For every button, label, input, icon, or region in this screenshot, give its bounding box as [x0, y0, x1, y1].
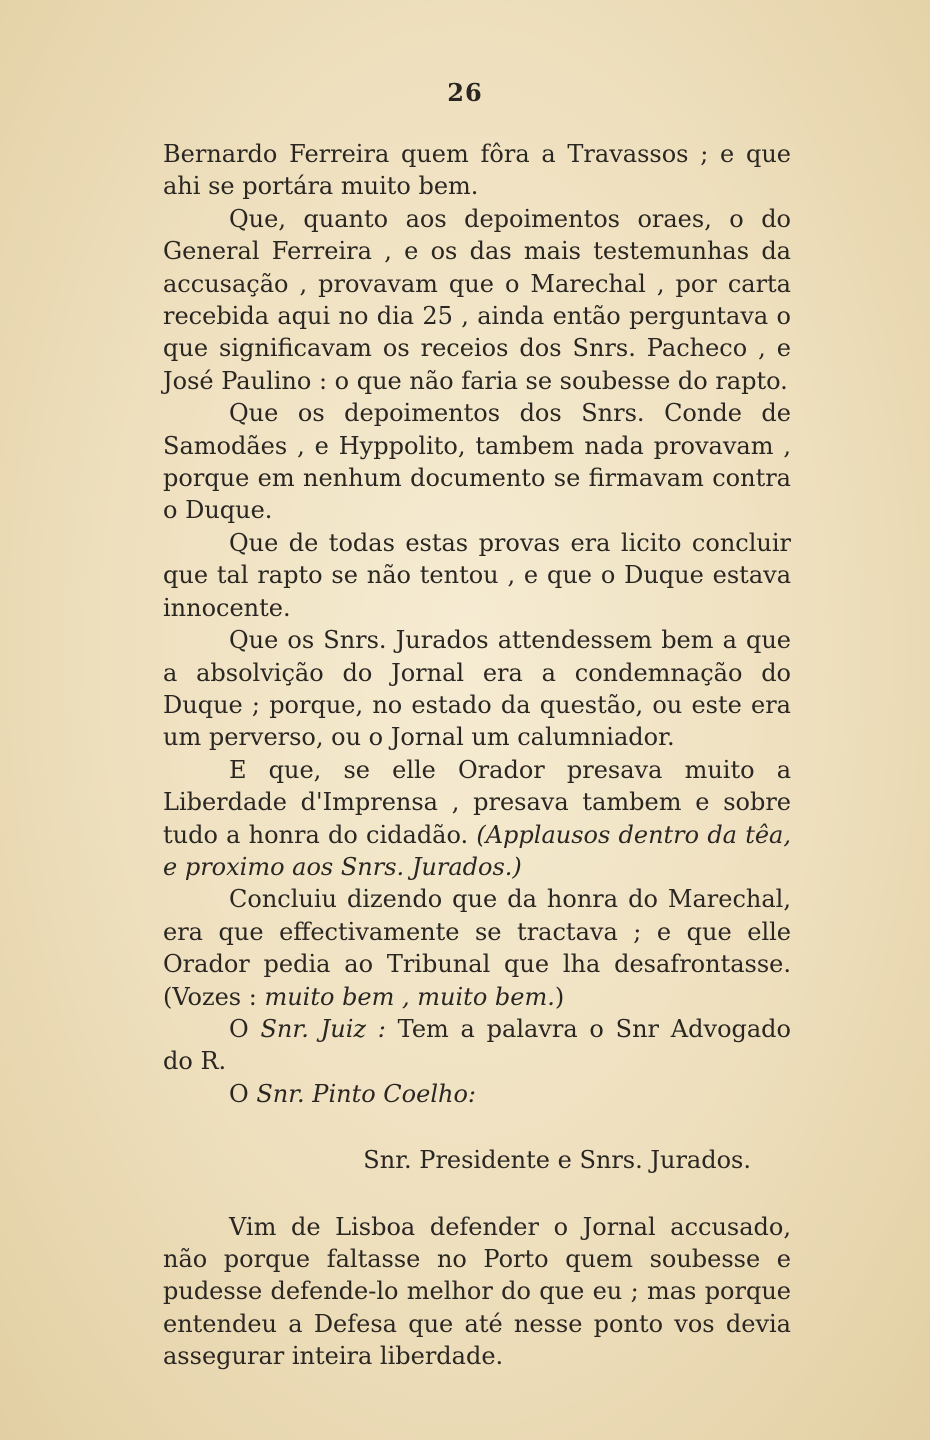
page-number: 26 [447, 78, 483, 107]
text-run: O [229, 1079, 257, 1108]
text-run: ) [554, 982, 565, 1011]
text-run: Que os depoimentos dos Snrs. Conde de Samodães , e Hyppolito, tambem nada provavam , porque em nenhum documento se firmavam contra o Duque. [163, 399, 791, 525]
text-run: E que, se elle Orador presava muito a Liberdade d'Imprensa , presava tambem e sobre tudo a honra do cidadão. [163, 755, 791, 849]
text-run: Vim de Lisboa defender o Jornal accusado, não porque faltasse no Porto quem soubesse e pudesse defende-lo melhor do que eu ; mas porque entendeu a Defesa que até nesse ponto vos devia assegurar inteira liberdade. [163, 1212, 791, 1371]
text-run: Que de todas estas provas era licito concluir que tal rapto se não tentou , e que o Duque estava innocente. [163, 528, 791, 622]
paragraph [163, 138, 791, 203]
text-run: Que, quanto aos depoimentos oraes, o do General Ferreira , e os das mais testemunhas da accusação , provavam que o Marechal , por carta recebida aqui no dia 25 , ainda então perguntava o que significavam os receios dos Snrs. Pacheco , e José Paulino : o que não faria se soubesse do rapto. [163, 204, 791, 395]
text-run: O [229, 1014, 261, 1043]
italic-run: Snr. Juiz : [260, 1014, 386, 1043]
paragraph [163, 624, 791, 754]
text-run: Que os Snrs. Jurados attendessem bem a que a absolvição do Jornal era a condemnação do Duque ; porque, no estado da questão, ou este era um perverso, ou o Jornal um calumniador. [163, 626, 791, 752]
paragraph [163, 397, 791, 527]
text-run: Snr. Presidente e Snrs. Jurados. [363, 1146, 751, 1175]
text-body [163, 138, 791, 1373]
paragraph [163, 1078, 791, 1110]
paragraph [163, 754, 791, 884]
italic-run: muito bem , muito bem. [264, 982, 555, 1011]
text-run: Bernardo Ferreira quem fôra a Travassos ; e que ahi se portára muito bem. [163, 140, 791, 201]
speech-salutation [163, 1144, 791, 1176]
paragraph [163, 1211, 791, 1373]
paragraph [163, 203, 791, 397]
paragraph [163, 883, 791, 1013]
italic-run: Snr. Pinto Coelho: [256, 1079, 476, 1108]
italic-run: (Applausos dentro da têa, e proximo aos Snrs. Jurados.) [163, 820, 791, 881]
paragraph [163, 527, 791, 624]
paragraph [163, 1013, 791, 1078]
text-run: Tem a palavra o Snr Advogado do R. [163, 1014, 791, 1076]
text-run: Concluiu dizendo que da honra do Marechal, era que effectivamente se tractava ; e que elle Orador pedia ao Tribunal que lha desafrontasse. (Vozes : [163, 885, 791, 1011]
